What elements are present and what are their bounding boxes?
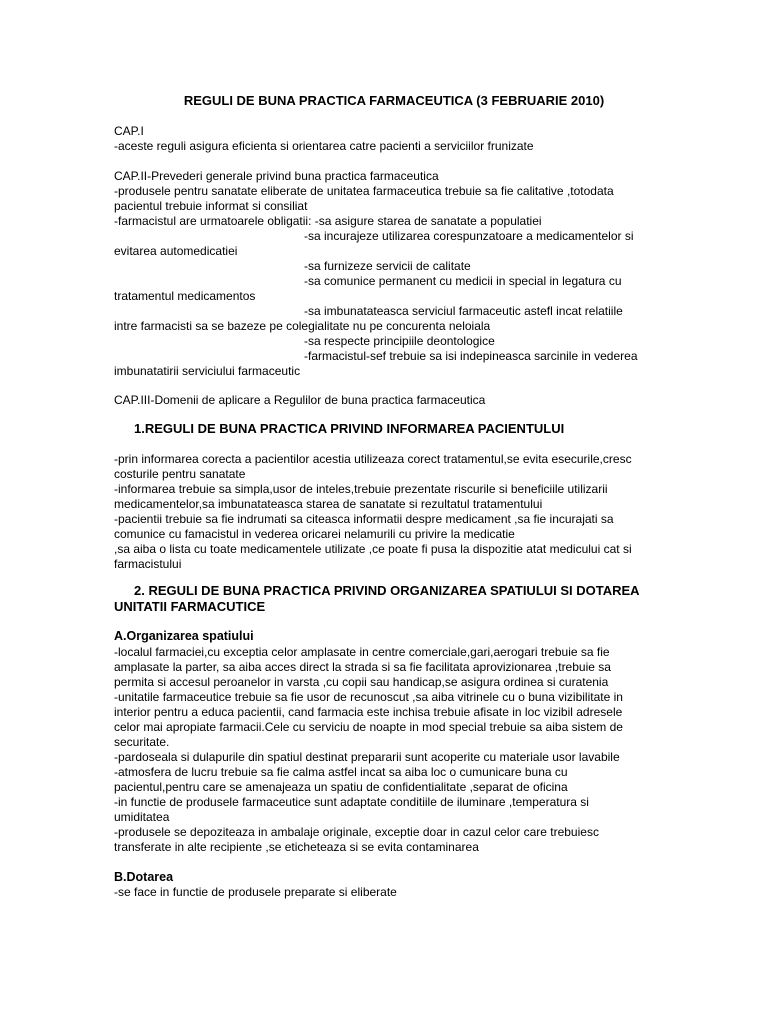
paragraph-line: permita si accesul peroanelor in varsta ,cu copii sau handicap,se asigura ordinea si curatenia (114, 675, 609, 689)
paragraph-line: -unitatile farmaceutice trebuie sa fie usor de recunoscut ,sa aiba vitrinele cu o buna vizibilitate in (114, 690, 623, 704)
paragraph-line: medicamentelor,sa imbunatateasca starea de sanatate si rezultatul tratamentului (114, 497, 543, 511)
cap1-text: -aceste reguli asigura eficienta si orientarea catre pacienti a serviciilor frunizate (114, 139, 534, 153)
paragraph-line: umiditatea (114, 810, 170, 824)
paragraph-line: -produsele pentru sanatate eliberate de unitatea farmaceutica trebuie sa fie calitative ,totodata (114, 184, 614, 198)
paragraph-line: comunice cu famacistul in vederea oricarei nelamurili cu privire la medicatie (114, 527, 515, 541)
section1-heading: 1.REGULI DE BUNA PRACTICA PRIVIND INFORMAREA PACIENTULUI (134, 421, 565, 436)
paragraph-line: -se face in functie de produsele preparate si eliberate (114, 885, 397, 899)
paragraph-line: -farmacistul-sef trebuie sa isi indepineasca sarcinile in vederea (304, 349, 638, 363)
paragraph-line: securitate. (114, 735, 170, 749)
paragraph-line: pacientul trebuie informat si consiliat (114, 199, 308, 213)
paragraph-line: -informarea trebuie sa simpla,usor de inteles,trebuie prezentate riscurile si beneficiile utilizarii (114, 482, 608, 496)
paragraph-line: -sa furnizeze servicii de calitate (304, 259, 471, 273)
paragraph-line: farmacistului (114, 557, 182, 571)
paragraph-line: -farmacistul are urmatoarele obligatii: -sa asigure starea de sanatate a populatiei (114, 214, 542, 228)
paragraph-line: pacientul,pentru care se amenajeaza un spatiu de confidentialitate ,separat de oficina (114, 780, 568, 794)
paragraph-line: -localul farmaciei,cu exceptia celor amplasate in centre comerciale,gari,aerogari trebuie sa fie (114, 645, 610, 659)
subsection-b-heading: B.Dotarea (114, 870, 174, 884)
cap3-heading: CAP.III-Domenii de aplicare a Regulilor de buna practica farmaceutica (114, 393, 486, 407)
section2-heading: 2. REGULI DE BUNA PRACTICA PRIVIND ORGANIZAREA SPATIULUI SI DOTAREA (134, 583, 640, 598)
cap1-heading: CAP.I (114, 124, 144, 138)
paragraph-line: imbunatatirii serviciului farmaceutic (114, 364, 301, 378)
section2-heading-cont: UNITATII FARMACUTICE (114, 599, 266, 614)
paragraph-line: celor mai apropiate farmacii.Cele cu serviciu de noapte in mod special trebuie sa aiba sistem de (114, 720, 623, 734)
paragraph-line: -sa imbunatateasca serviciul farmaceutic astefl incat relatiile (304, 304, 623, 318)
paragraph-line: amplasate la parter, sa aiba acces direct la strada si sa fie facilitata aprovizionarea ,trebuie sa (114, 660, 611, 674)
paragraph-line: -pardoseala si dulapurile din spatiul destinat prepararii sunt acoperite cu materiale usor lavabile (114, 750, 620, 764)
paragraph-line: transferate in alte recipiente ,se eticheteaza si se evita contaminarea (114, 840, 479, 854)
paragraph-line: tratamentul medicamentos (114, 289, 256, 303)
paragraph-line: intre farmacisti sa se bazeze pe colegialitate nu pe concurenta neloiala (114, 319, 491, 333)
paragraph-line: -sa comunice permanent cu medicii in special in legatura cu (304, 274, 622, 288)
paragraph-line: -sa respecte principiile deontologice (304, 334, 495, 348)
paragraph-line: -pacientii trebuie sa fie indrumati sa citeasca informatii despre medicament ,sa fie incurajati sa (114, 512, 614, 526)
paragraph-line: -prin informarea corecta a pacientilor acestia utilizeaza corect tratamentul,se evita esecurile,cresc (114, 452, 632, 466)
subsection-a-heading: A.Organizarea spatiului (114, 629, 254, 643)
paragraph-line: evitarea automedicatiei (114, 244, 238, 258)
paragraph-line: -sa incurajeze utilizarea corespunzatoare a medicamentelor si (304, 229, 634, 243)
paragraph-line: costurile pentru sanatate (114, 467, 246, 481)
paragraph-line: interior pentru a educa pacientii, cand farmacia este inchisa trebuie afisate in loc vizibil adresele (114, 705, 623, 719)
paragraph-line: ,sa aiba o lista cu toate medicamentele utilizate ,ce poate fi pusa la dispozitie atat medicului cat si (114, 542, 632, 556)
paragraph-line: -produsele se depoziteaza in ambalaje originale, exceptie doar in cazul celor care trebuiesc (114, 825, 599, 839)
cap2-heading: CAP.II-Prevederi generale privind buna practica farmaceutica (114, 169, 439, 183)
paragraph-line: -in functie de produsele farmaceutice sunt adaptate conditiile de iluminare ,temperatura si (114, 795, 589, 809)
document-title: REGULI DE BUNA PRACTICA FARMACEUTICA (3 FEBRUARIE 2010) (183, 93, 605, 108)
paragraph-line: -atmosfera de lucru trebuie sa fie calma astfel incat sa aiba loc o cumunicare buna cu (114, 765, 568, 779)
